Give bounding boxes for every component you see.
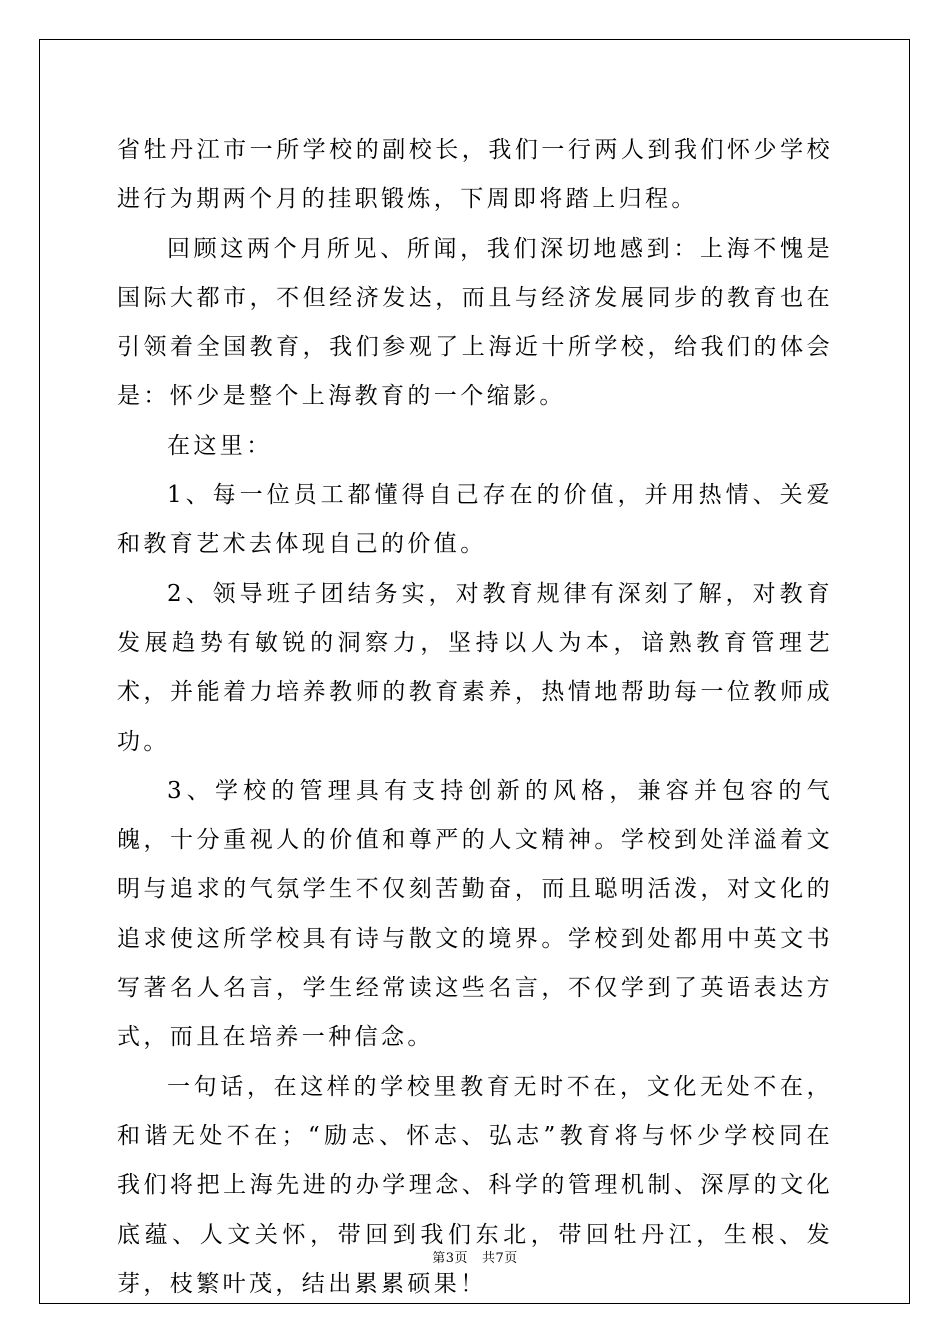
- page-footer: [0, 1247, 950, 1266]
- paragraph-intro: 省牡丹江市一所学校的副校长，我们一行两人到我们怀少学校进行为期两个月的挂职锻炼，下周即将踏上归程。: [117, 137, 833, 213]
- paragraph-conclusion: 一句话，在这样的学校里教育无时不在，文化无处不在，和谐无处不在；“励志、怀志、弘志”教育将与怀少学校同在我们将把上海先进的办学理念、科学的管理机制、深厚的文化底蕴、人文关怀，带回到我们东北，带回牡丹江，生根、发芽，枝繁叶茂，结出累累硕果！: [117, 1073, 833, 1297]
- paragraph-point-2: 2、领导班子团结务实，对教育规律有深刻了解，对教育发展趋势有敏锐的洞察力，坚持以人为本，谙熟教育管理艺术，并能着力培养教师的教育素养，热情地帮助每一位教师成功。: [117, 580, 833, 755]
- document-body: [117, 126, 833, 1309]
- page-number: 第3页: [432, 1251, 468, 1266]
- paragraph-review: 回顾这两个月所见、所闻，我们深切地感到：上海不愧是国际大都市，不但经济发达，而且与经济发展同步的教育也在引领着全国教育，我们参观了上海近十所学校，给我们的体会是：怀少是整个上海教育的一个缩影。: [117, 235, 833, 410]
- paragraph-point-1: 1、每一位员工都懂得自己存在的价值，并用热情、关爱和教育艺术去体现自己的价值。: [117, 482, 833, 558]
- paragraph-here: 在这里：: [167, 432, 273, 459]
- paragraph-point-3: 3、学校的管理具有支持创新的风格，兼容并包容的气魄，十分重视人的价值和尊严的人文精神。学校到处洋溢着文明与追求的气氛学生不仅刻苦勤奋，而且聪明活泼，对文化的追求使这所学校具有诗与散文的境界。学校到处都用中英文书写著名人名言，学生经常读这些名言，不仅学到了英语表达方式，而且在培养一种信念。: [117, 777, 833, 1051]
- page-total: 共7页: [482, 1251, 518, 1266]
